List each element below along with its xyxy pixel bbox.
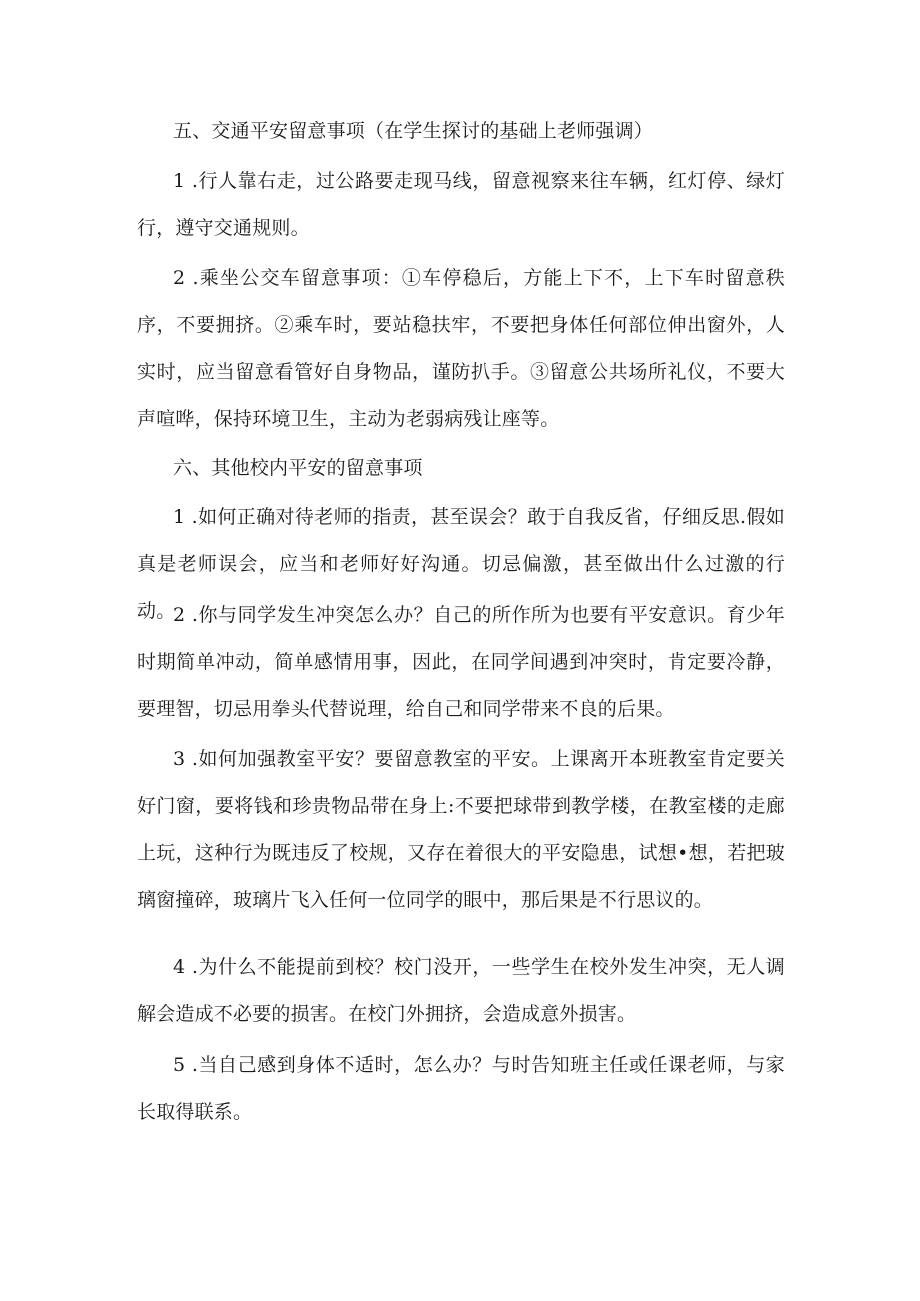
section-6-heading: 六、其他校内平安的留意事项	[173, 457, 423, 479]
section-5-heading: 五、交通平安留意事项（在学生探讨的基础上老师强调）	[173, 120, 654, 142]
section-6-item-1: 1 .如何正确对待老师的指责，甚至误会？敢于自我反省，仔细反思.假如真是老师误会，应当和老师好好沟通。切忌偏激，甚至做出什么过激的行动。	[137, 506, 785, 622]
section-6-item-2: 2 .你与同学发生冲突怎么办？自己的所作所为也要有平安意识。育少年时期简单冲动，简单感情用事，因此，在同学间遇到冲突时，肯定要冷静，要理智，切忌用拳头代替说理，给自己和同学带来不良的后果。	[137, 604, 785, 720]
section-6-item-4: 4 .为什么不能提前到校？校门没开，一些学生在校外发生冲突，无人调解会造成不必要的损害。在校门外拥挤，会造成意外损害。	[137, 956, 785, 1025]
section-6-item-5: 5 .当自己感到身体不适时，怎么办？与时告知班主任或任课老师，与家长取得联系。	[137, 1054, 785, 1123]
section-5-item-1: 1 .行人靠右走，过公路要走现马线，留意视察来往车辆，红灯停、绿灯行，遵守交通规则。	[137, 170, 785, 239]
section-6-item-3: 3 .如何加强教室平安？要留意教室的平安。上课离开本班教室肯定要关好门窗，要将钱和珍贵物品带在身上:不要把球带到教学楼，在教室楼的走廊上玩，这种行为既违反了校规，又存在着很大的平安隐患，试想•想，若把玻璃窗撞碎，玻璃片飞入任何一位同学的眼中，那后果是不行思议的。	[137, 748, 785, 911]
section-5-item-2: 2 .乘坐公交车留意事项：①车停稳后，方能上下不，上下车时留意秩序，不要拥挤。②乘车时，要站稳扶牢，不要把身体任何部位伸出窗外，人实时，应当留意看管好自身物品，谨防扒手。③留意公共场所礼仪，不要大声喧哗，保持环境卫生，主动为老弱病残让座等。	[137, 267, 785, 430]
